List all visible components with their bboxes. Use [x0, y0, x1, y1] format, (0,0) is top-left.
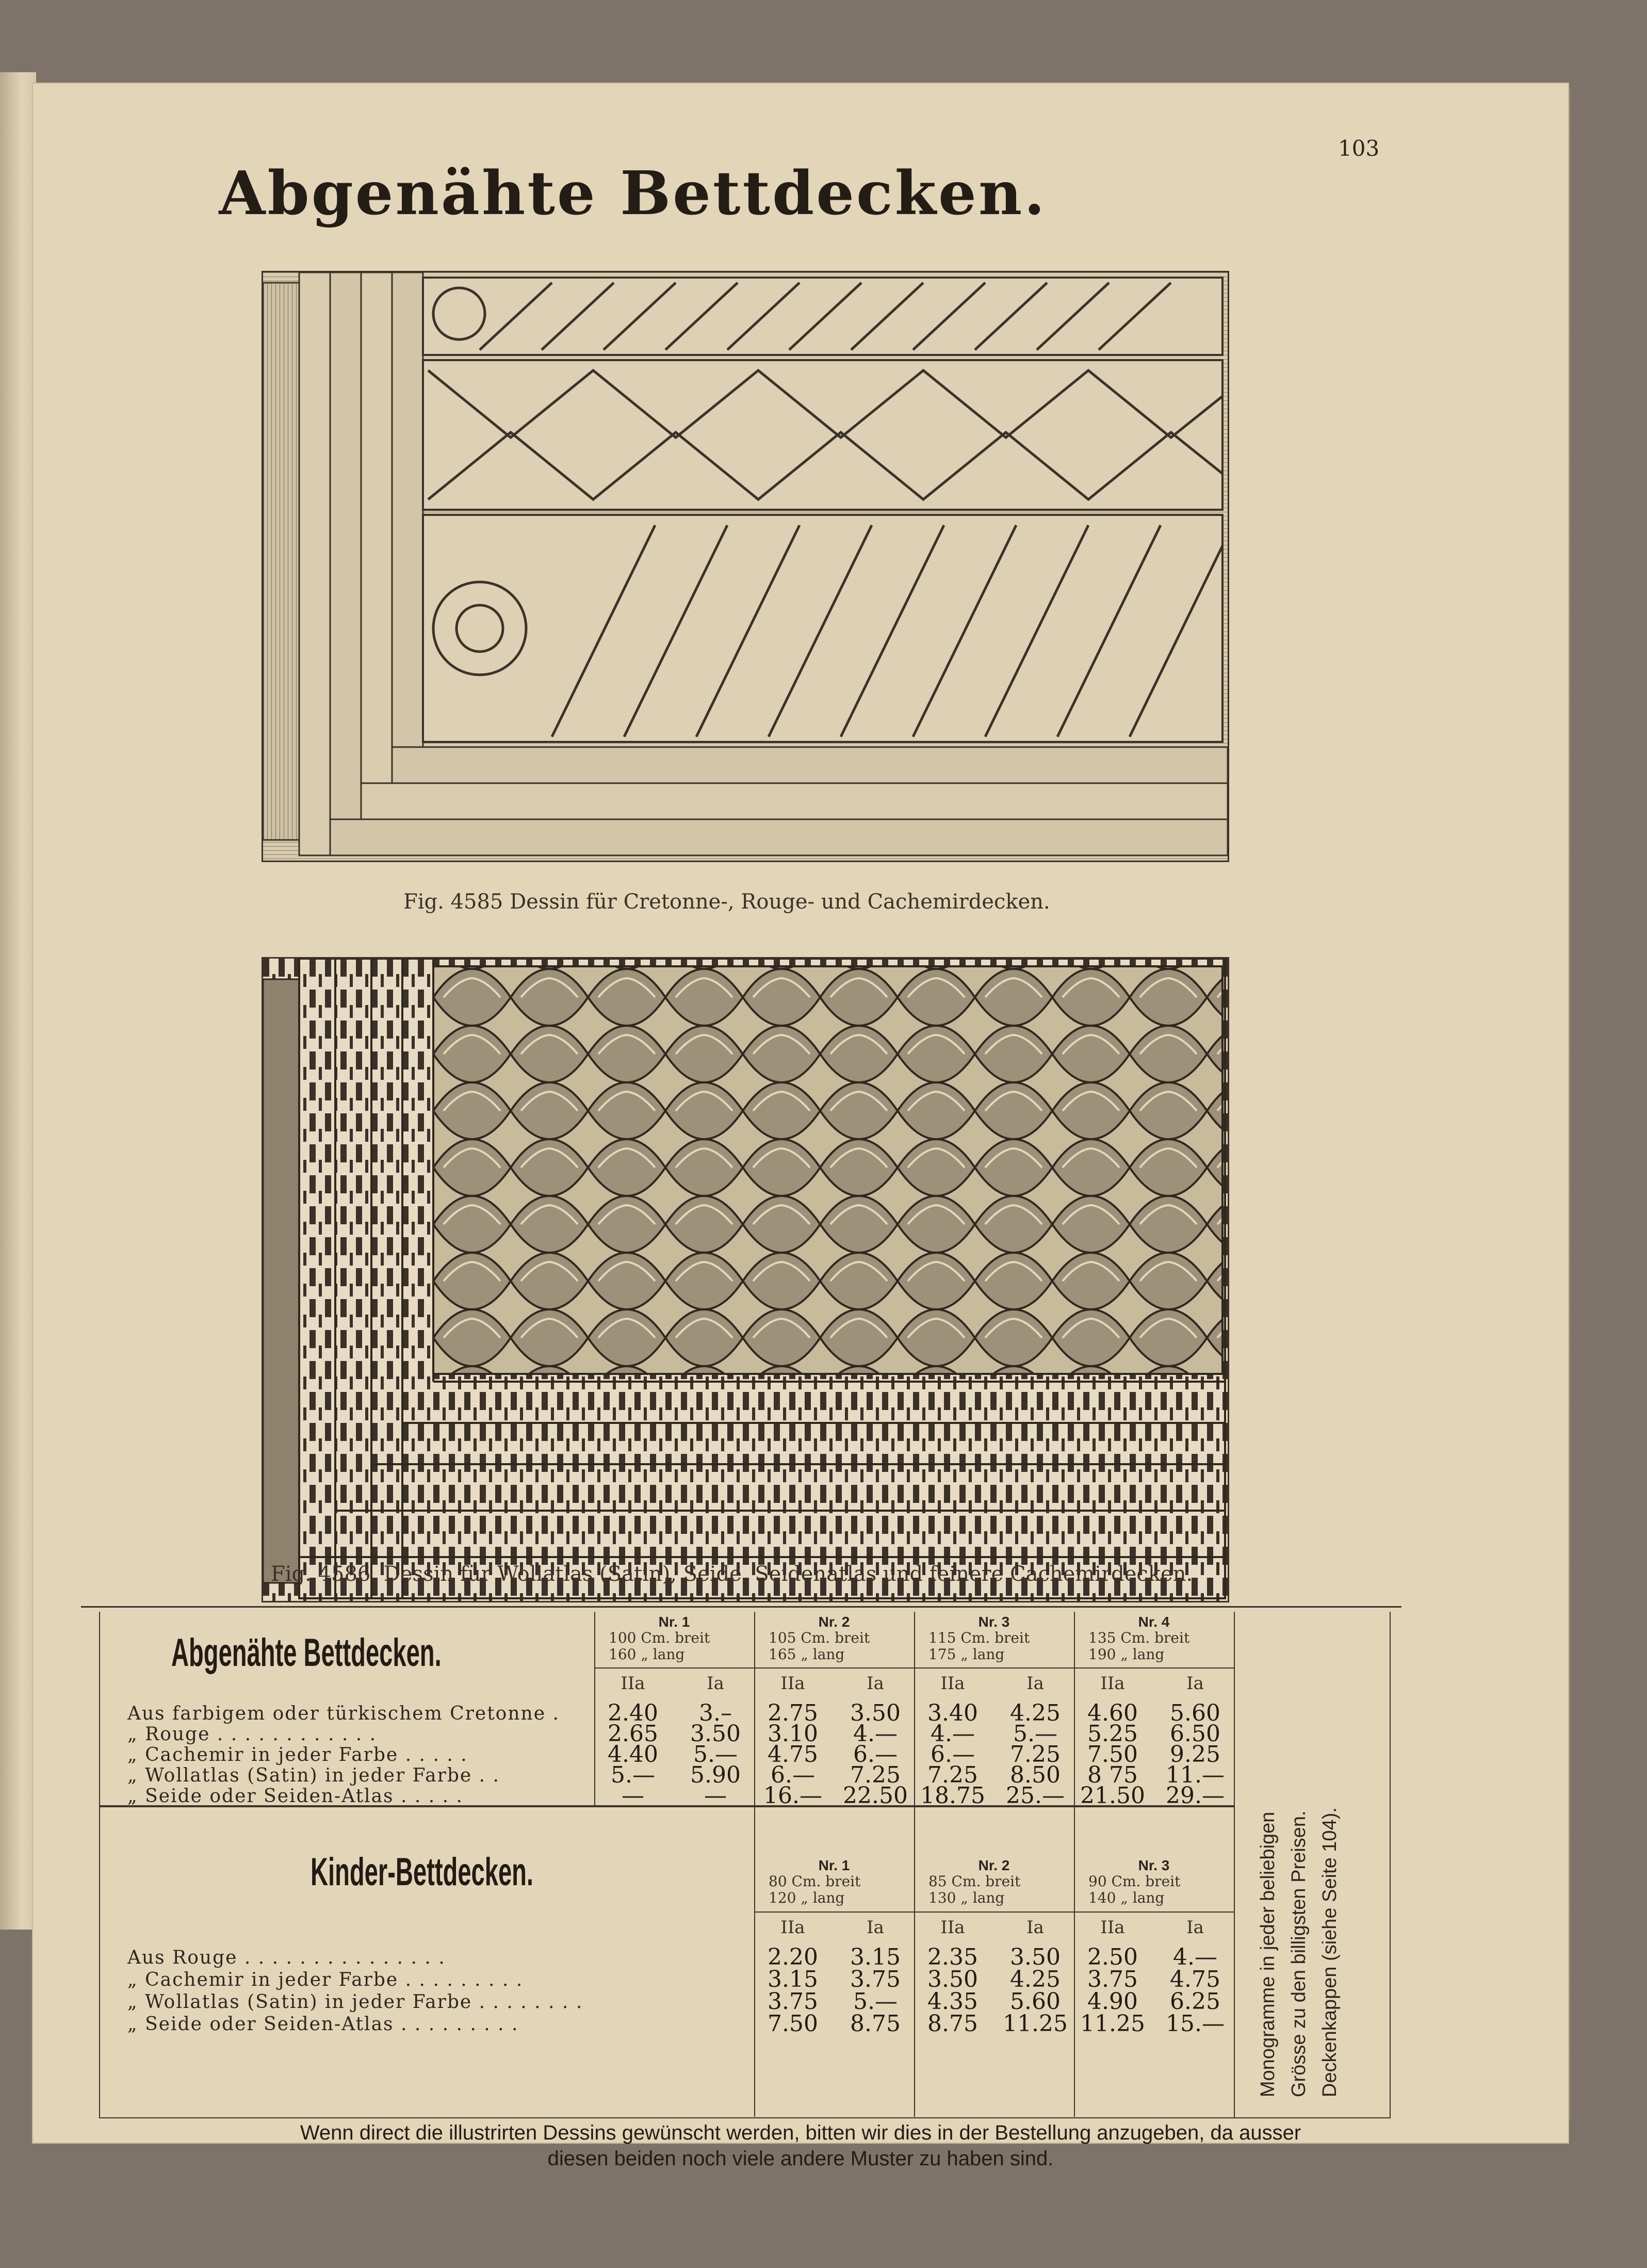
price-cell: 15.—	[1166, 2011, 1225, 2037]
side-note-monograms: Monogramme in jeder beliebigen	[1257, 1811, 1279, 2097]
table2-col-nr: Nr. 3	[1138, 1857, 1170, 1873]
table1-col-lang: 190 „ lang	[1088, 1646, 1165, 1663]
price-cell: 18.75	[920, 1783, 985, 1809]
table1-col-lang: 160 „ lang	[609, 1646, 685, 1663]
price-cell: 5.—	[1013, 1721, 1057, 1747]
price-cell: 2.65	[608, 1721, 658, 1747]
table2-col-lang: 130 „ lang	[928, 1889, 1005, 1906]
price-cell: 3.15	[850, 1944, 901, 1970]
table1-col-nr: Nr. 2	[818, 1614, 850, 1630]
column-divider	[1074, 1807, 1075, 2117]
column-divider	[914, 1612, 915, 1805]
grade-label: Ia	[1186, 1673, 1204, 1694]
price-cell: 5.—	[853, 1988, 898, 2015]
table1-col-nr: Nr. 4	[1138, 1614, 1170, 1630]
price-cell: 25.—	[1006, 1783, 1065, 1809]
grade-label: IIa	[1100, 1917, 1125, 1938]
table-top-rule	[81, 1606, 1401, 1608]
page-title: Abgenähte Bettdecken.	[219, 158, 1047, 229]
price-cell: 8.75	[927, 2011, 978, 2037]
price-cell: 4.—	[931, 1721, 975, 1747]
price-row-label: „ Cachemir in jeder Farbe . . . . . . . . .	[127, 1969, 524, 1990]
price-cell: —	[622, 1783, 644, 1809]
table1-col-lang: 165 „ lang	[769, 1646, 845, 1663]
footer-note-line2: diesen beiden noch viele andere Muster zu haben sind.	[547, 2147, 1054, 2170]
price-cell: 5.90	[690, 1762, 741, 1788]
table1-col-lang: 175 „ lang	[928, 1646, 1005, 1663]
price-row-label: Aus Rouge . . . . . . . . . . . . . . .	[127, 1947, 446, 1968]
price-cell: 4.75	[1170, 1966, 1220, 1992]
grade-label: Ia	[867, 1673, 884, 1694]
column-divider	[754, 1612, 755, 1805]
table1-title: Abgenähte Bettdecken.	[171, 1631, 442, 1675]
price-cell: 4.—	[1173, 1944, 1217, 1970]
price-row-label: „ Seide oder Seiden-Atlas . . . . . . . . .	[127, 2014, 519, 2035]
price-cell: 8.75	[850, 2011, 901, 2037]
price-cell: 6.—	[853, 1741, 898, 1768]
price-cell: 7.25	[850, 1762, 901, 1788]
price-cell: 3.50	[690, 1721, 741, 1747]
price-cell: 5.—	[611, 1762, 655, 1788]
price-cell: 4.35	[927, 1988, 978, 2015]
table1-col-breit: 135 Cm. breit	[1088, 1629, 1190, 1646]
column-divider	[754, 1807, 755, 2117]
table2-col-nr: Nr. 1	[818, 1857, 850, 1873]
grade-label: IIa	[780, 1673, 805, 1694]
price-cell: 6.50	[1170, 1721, 1220, 1747]
table2-title: Kinder-Bettdecken.	[311, 1850, 534, 1894]
figure-4586-caption: Fig. 4586. Dessin für Wollatlas (Satin), Seide, Seidenatlas und feinere Cachemirdecken.	[271, 1562, 1193, 1586]
price-cell: 3.50	[850, 1700, 901, 1726]
column-divider	[1234, 1612, 1235, 2117]
price-cell: 5.60	[1010, 1988, 1061, 2015]
price-cell: 4.40	[608, 1741, 658, 1768]
column-divider	[914, 1807, 915, 2117]
footer-note-line1: Wenn direct die illustrirten Dessins gewünscht werden, bitten wir dies in der Bestellung anzugeben, da ausser	[300, 2121, 1301, 2144]
table2-col-breit: 80 Cm. breit	[769, 1873, 861, 1890]
price-cell: 4.60	[1087, 1700, 1138, 1726]
price-cell: 4.25	[1010, 1966, 1061, 1992]
price-cell: 11.25	[1080, 2011, 1145, 2037]
table1-col-nr: Nr. 3	[978, 1614, 1010, 1630]
price-row-label: „ Cachemir in jeder Farbe . . . . .	[127, 1744, 468, 1765]
price-cell: 29.—	[1166, 1783, 1225, 1809]
table1-col-breit: 115 Cm. breit	[928, 1629, 1030, 1646]
page-number: 103	[1338, 136, 1380, 161]
grade-label: Ia	[1026, 1917, 1044, 1938]
price-cell: 5.60	[1170, 1700, 1220, 1726]
price-cell: 7.50	[1087, 1741, 1138, 1768]
grade-label: Ia	[867, 1917, 884, 1938]
price-cell: 4.75	[768, 1741, 818, 1768]
price-row-label: „ Wollatlas (Satin) in jeder Farbe . .	[127, 1765, 500, 1786]
price-cell: 4.25	[1010, 1700, 1061, 1726]
header-rule	[754, 1911, 1234, 1913]
catalog-page	[32, 83, 1569, 2170]
grade-label: IIa	[621, 1673, 645, 1694]
table2-col-breit: 85 Cm. breit	[928, 1873, 1021, 1890]
grade-label: IIa	[780, 1917, 805, 1938]
price-cell: 5.—	[693, 1741, 738, 1768]
price-cell: 3.50	[1010, 1944, 1061, 1970]
price-cell: 9.25	[1170, 1741, 1220, 1768]
price-cell: 6.25	[1170, 1988, 1220, 2015]
side-note-covers: Deckenkappen (siehe Seite 104).	[1319, 1807, 1341, 2097]
table2-col-breit: 90 Cm. breit	[1088, 1873, 1181, 1890]
price-cell: 3.40	[927, 1700, 978, 1726]
column-divider	[1074, 1612, 1075, 1805]
price-cell: 3.75	[768, 1988, 818, 2015]
table2-col-nr: Nr. 2	[978, 1857, 1010, 1873]
cable-quilt-drawing	[263, 272, 1228, 861]
figure-4585-caption: Fig. 4585 Dessin für Cretonne-, Rouge- und Cachemirdecken.	[403, 890, 1050, 914]
grade-label: Ia	[1186, 1917, 1204, 1938]
price-cell: 2.40	[608, 1700, 658, 1726]
price-cell: 16.—	[763, 1783, 822, 1809]
price-cell: 2.35	[927, 1944, 978, 1970]
price-cell: 5.25	[1087, 1721, 1138, 1747]
price-cell: 6.—	[931, 1741, 975, 1768]
adjacent-page-edge	[0, 72, 36, 1930]
table1-col-nr: Nr. 1	[658, 1614, 690, 1630]
price-cell: 2.20	[768, 1944, 818, 1970]
grade-label: IIa	[940, 1917, 965, 1938]
price-cell: 22.50	[843, 1783, 908, 1809]
header-rule	[594, 1667, 1234, 1668]
price-cell: 21.50	[1080, 1783, 1145, 1809]
table2-col-lang: 120 „ lang	[769, 1889, 845, 1906]
grade-label: IIa	[940, 1673, 965, 1694]
grade-label: Ia	[707, 1673, 724, 1694]
price-cell: 6.—	[771, 1762, 815, 1788]
figure-4586-illustration	[262, 957, 1229, 1602]
price-cell: 3.75	[1087, 1966, 1138, 1992]
price-cell: 4.90	[1087, 1988, 1138, 2015]
price-cell: 3.10	[768, 1721, 818, 1747]
price-cell: —	[704, 1783, 727, 1809]
price-cell: 3.50	[927, 1966, 978, 1992]
table1-col-breit: 100 Cm. breit	[609, 1629, 710, 1646]
price-cell: 7.25	[1010, 1741, 1061, 1768]
column-divider	[594, 1612, 595, 1805]
price-cell: 7.25	[927, 1762, 978, 1788]
price-row-label: Aus farbigem oder türkischem Cretonne .	[127, 1703, 560, 1724]
grade-label: Ia	[1026, 1673, 1044, 1694]
price-cell: 7.50	[768, 2011, 818, 2037]
price-row-label: „ Rouge . . . . . . . . . . . .	[127, 1724, 377, 1745]
price-cell: 11.25	[1003, 2011, 1068, 2037]
table1-col-breit: 105 Cm. breit	[769, 1629, 870, 1646]
grade-label: IIa	[1100, 1673, 1125, 1694]
price-cell: 3.75	[850, 1966, 901, 1992]
price-cell: 2.75	[768, 1700, 818, 1726]
price-row-label: „ Seide oder Seiden-Atlas . . . . .	[127, 1786, 463, 1807]
price-cell: 4.—	[853, 1721, 898, 1747]
price-cell: 11.—	[1166, 1762, 1225, 1788]
price-cell: 2.50	[1087, 1944, 1138, 1970]
figure-4585-illustration	[262, 271, 1229, 862]
side-note-sizes: Grösse zu den billigsten Preisen.	[1288, 1810, 1310, 2097]
price-cell: 3.15	[768, 1966, 818, 1992]
price-cell: 8 75	[1087, 1762, 1138, 1788]
price-row-label: „ Wollatlas (Satin) in jeder Farbe . . . . . . . .	[127, 1991, 583, 2013]
price-cell: 8.50	[1010, 1762, 1061, 1788]
diamond-quilt-drawing	[263, 959, 1228, 1601]
table2-col-lang: 140 „ lang	[1088, 1889, 1165, 1906]
price-cell: 3.–	[699, 1700, 732, 1726]
